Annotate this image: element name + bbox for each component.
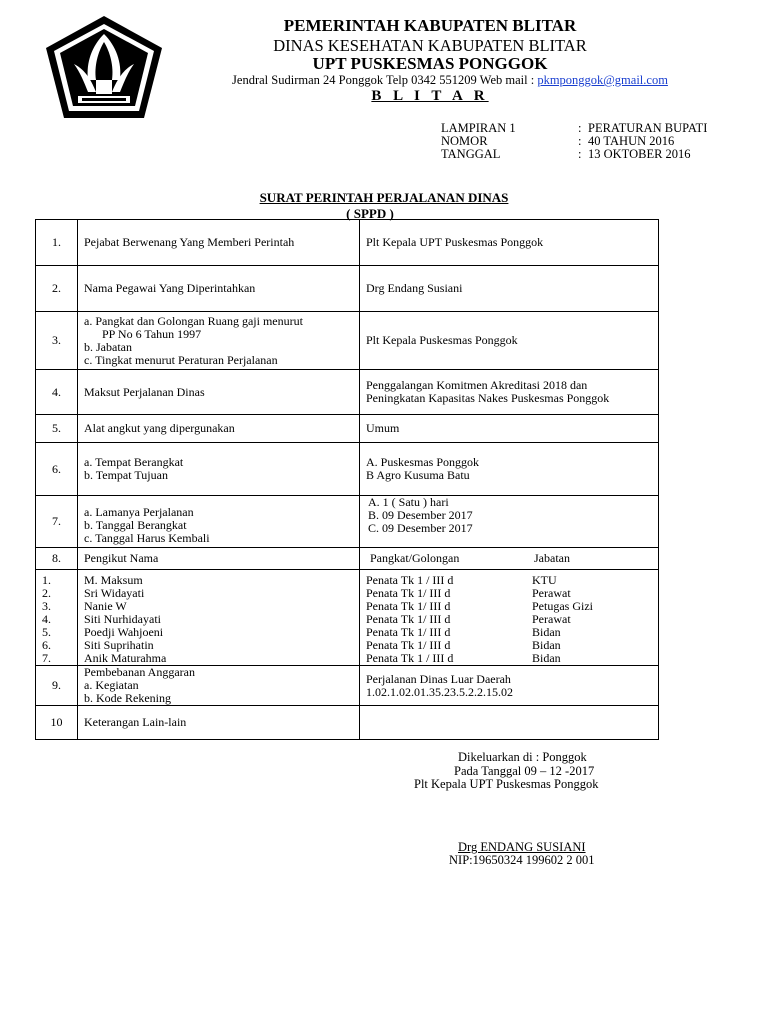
pengikut-no: 2. xyxy=(42,586,51,600)
row-value xyxy=(360,666,659,706)
document-subtitle: ( SPPD ) xyxy=(346,206,394,221)
pengikut-no: 4. xyxy=(42,612,51,626)
row-label: Pejabat Berwenang Yang Memberi Perintah xyxy=(78,220,360,266)
table-row xyxy=(36,220,659,266)
lampiran-block: LAMPIRAN 1 : PERATURAN BUPATI NOMOR : 40 TAHUN 2016 TANGGAL : 13 OKTOBER 2016 xyxy=(441,121,708,161)
pengikut-jabatan: Perawat xyxy=(532,586,571,600)
pengikut-no: 6. xyxy=(42,638,51,652)
table-row xyxy=(36,266,659,312)
row-value xyxy=(360,548,659,570)
row-label xyxy=(78,666,360,706)
pengikut-jabatan: KTU xyxy=(532,573,557,587)
pengikut-no: 1. xyxy=(42,573,51,587)
row-label: Maksut Perjalanan Dinas xyxy=(78,370,360,415)
row-value xyxy=(360,370,659,415)
row-value: Drg Endang Susiani xyxy=(360,266,659,312)
pengikut-numbers xyxy=(36,570,78,666)
lampiran-value: 13 OKTOBER 2016 xyxy=(588,147,691,161)
row-label-line: b. Kode Rekening xyxy=(84,691,171,705)
header-department: DINAS KESEHATAN KABUPATEN BLITAR xyxy=(273,36,587,55)
pengikut-no: 7. xyxy=(42,651,51,665)
address-text: Jendral Sudirman 24 Ponggok Telp 0342 551209 Web mail : xyxy=(232,73,538,87)
pengikut-pangkat: Penata Tk 1/ III d xyxy=(366,612,451,626)
lampiran-value: PERATURAN BUPATI xyxy=(588,121,708,135)
row-number: 10 xyxy=(36,706,78,740)
pengikut-jabatan: Petugas Gizi xyxy=(532,599,593,613)
pengikut-nama: Poedji Wahjoeni xyxy=(84,625,164,639)
row-label-line: a. Kegiatan xyxy=(84,678,139,692)
header-puskesmas: UPT PUSKESMAS PONGGOK xyxy=(312,54,548,73)
row-number: 2. xyxy=(36,266,78,312)
pengikut-jabatan: Bidan xyxy=(532,651,561,665)
signer-position: Plt Kepala UPT Puskesmas Ponggok xyxy=(414,777,599,791)
signer-nip: NIP:19650324 199602 2 001 xyxy=(449,853,595,867)
issued-place: Dikeluarkan di : Ponggok xyxy=(458,750,587,764)
lampiran-value: 40 TAHUN 2016 xyxy=(588,134,675,148)
table-row xyxy=(36,415,659,443)
email-link[interactable]: pkmponggok@gmail.com xyxy=(537,73,668,87)
pengikut-nama: Anik Maturahma xyxy=(84,651,167,665)
pengikut-nama: Siti Nurhidayati xyxy=(84,612,161,626)
row-label xyxy=(78,496,360,548)
row-value xyxy=(360,496,659,548)
row-label: Nama Pegawai Yang Diperintahkan xyxy=(78,266,360,312)
pengikut-detail xyxy=(366,652,652,665)
pengikut-pangkat: Penata Tk 1 / III d xyxy=(366,573,454,587)
row-label: Alat angkut yang dipergunakan xyxy=(78,415,360,443)
row-value xyxy=(360,443,659,496)
row-value-line: C. 09 Desember 2017 xyxy=(368,521,473,535)
header-city: B L I T A R xyxy=(371,88,489,104)
row-value-line: A. 1 ( Satu ) hari xyxy=(368,495,449,509)
row-label-line: a. Tempat Berangkat xyxy=(84,455,184,469)
row-number: 9. xyxy=(36,666,78,706)
issued-date: Pada Tanggal 09 – 12 -2017 xyxy=(454,764,595,778)
row-label xyxy=(78,443,360,496)
row-label-line: c. Tingkat menurut Peraturan Perjalanan xyxy=(84,352,278,367)
row-value-line: Perjalanan Dinas Luar Daerah xyxy=(366,671,511,686)
table-row xyxy=(36,706,659,740)
signer-name: Drg ENDANG SUSIANI xyxy=(458,840,586,854)
row-label-line: a. Lamanya Perjalanan xyxy=(84,505,194,519)
pengikut-nama: M. Maksum xyxy=(84,573,143,587)
row-label-line: Pembebanan Anggaran xyxy=(84,665,195,679)
row-number: 6. xyxy=(36,443,78,496)
table-row xyxy=(36,496,659,548)
header-address xyxy=(170,73,730,88)
pengikut-jabatan: Bidan xyxy=(532,625,561,639)
row-value-line: B Agro Kusuma Batu xyxy=(366,468,470,482)
table-row xyxy=(36,312,659,370)
pengikut-nama: Nanie W xyxy=(84,599,127,613)
column-header-jabatan: Jabatan xyxy=(534,551,570,565)
row-label-line: b. Tempat Tujuan xyxy=(84,468,168,482)
pengikut-nama: Sri Widayati xyxy=(84,586,145,600)
row-value-line: Penggalangan Komitmen Akreditasi 2018 dan xyxy=(366,378,588,392)
pengikut-pangkat: Penata Tk 1/ III d xyxy=(366,599,451,613)
row-label-line: c. Tanggal Harus Kembali xyxy=(84,531,210,545)
row-number: 1. xyxy=(36,220,78,266)
row-number: 7. xyxy=(36,496,78,548)
row-value-line: Peningkatan Kapasitas Nakes Puskesmas Ponggok xyxy=(366,391,610,405)
row-label-line: a. Pangkat dan Golongan Ruang gaji menurut xyxy=(84,313,303,328)
pengikut-nama: Siti Suprihatin xyxy=(84,638,154,652)
row-value-line: 1.02.1.02.01.35.23.5.2.2.15.02 xyxy=(366,684,513,699)
pengikut-names xyxy=(78,570,360,666)
kabupaten-blitar-emblem-icon xyxy=(44,14,164,120)
row-value-line: B. 09 Desember 2017 xyxy=(368,508,473,522)
pengikut-jabatan: Perawat xyxy=(532,612,571,626)
pengikut-pangkat: Penata Tk 1/ III d xyxy=(366,638,451,652)
row-number: 3. xyxy=(36,312,78,370)
table-row xyxy=(36,548,659,570)
lampiran-key: TANGGAL xyxy=(441,147,501,161)
pengikut-no: 5. xyxy=(42,625,51,639)
pengikut-details xyxy=(360,570,659,666)
table-row xyxy=(36,666,659,706)
row-value: Plt Kepala UPT Puskesmas Ponggok xyxy=(360,220,659,266)
pengikut-no: 3. xyxy=(42,599,51,613)
column-header-pangkat: Pangkat/Golongan xyxy=(370,551,460,565)
row-label-line: b. Tanggal Berangkat xyxy=(84,518,187,532)
row-label: Pengikut Nama xyxy=(78,548,360,570)
row-value xyxy=(360,706,659,740)
lampiran-key: NOMOR xyxy=(441,134,488,148)
document-title-text: SURAT PERINTAH PERJALANAN DINAS xyxy=(259,190,509,205)
row-label-line: b. Jabatan xyxy=(84,339,132,354)
pengikut-pangkat: Penata Tk 1/ III d xyxy=(366,625,451,639)
table-row xyxy=(36,370,659,415)
row-value: Umum xyxy=(360,415,659,443)
row-number: 4. xyxy=(36,370,78,415)
table-row-pengikut xyxy=(36,570,659,666)
lampiran-key: LAMPIRAN 1 xyxy=(441,121,516,135)
row-value-line: A. Puskesmas Ponggok xyxy=(366,455,480,469)
row-number: 5. xyxy=(36,415,78,443)
pengikut-pangkat: Penata Tk 1/ III d xyxy=(366,586,451,600)
row-number: 8. xyxy=(36,548,78,570)
document-title xyxy=(0,190,768,206)
row-value: Plt Kepala Puskesmas Ponggok xyxy=(360,312,659,370)
row-label: Keterangan Lain-lain xyxy=(78,706,360,740)
header-government: PEMERINTAH KABUPATEN BLITAR xyxy=(283,16,577,35)
pengikut-pangkat: Penata Tk 1 / III d xyxy=(366,651,454,665)
pengikut-jabatan: Bidan xyxy=(532,638,561,652)
table-row xyxy=(36,443,659,496)
row-label xyxy=(78,312,360,370)
row-label-line: PP No 6 Tahun 1997 xyxy=(102,326,202,341)
sppd-table xyxy=(35,219,659,740)
